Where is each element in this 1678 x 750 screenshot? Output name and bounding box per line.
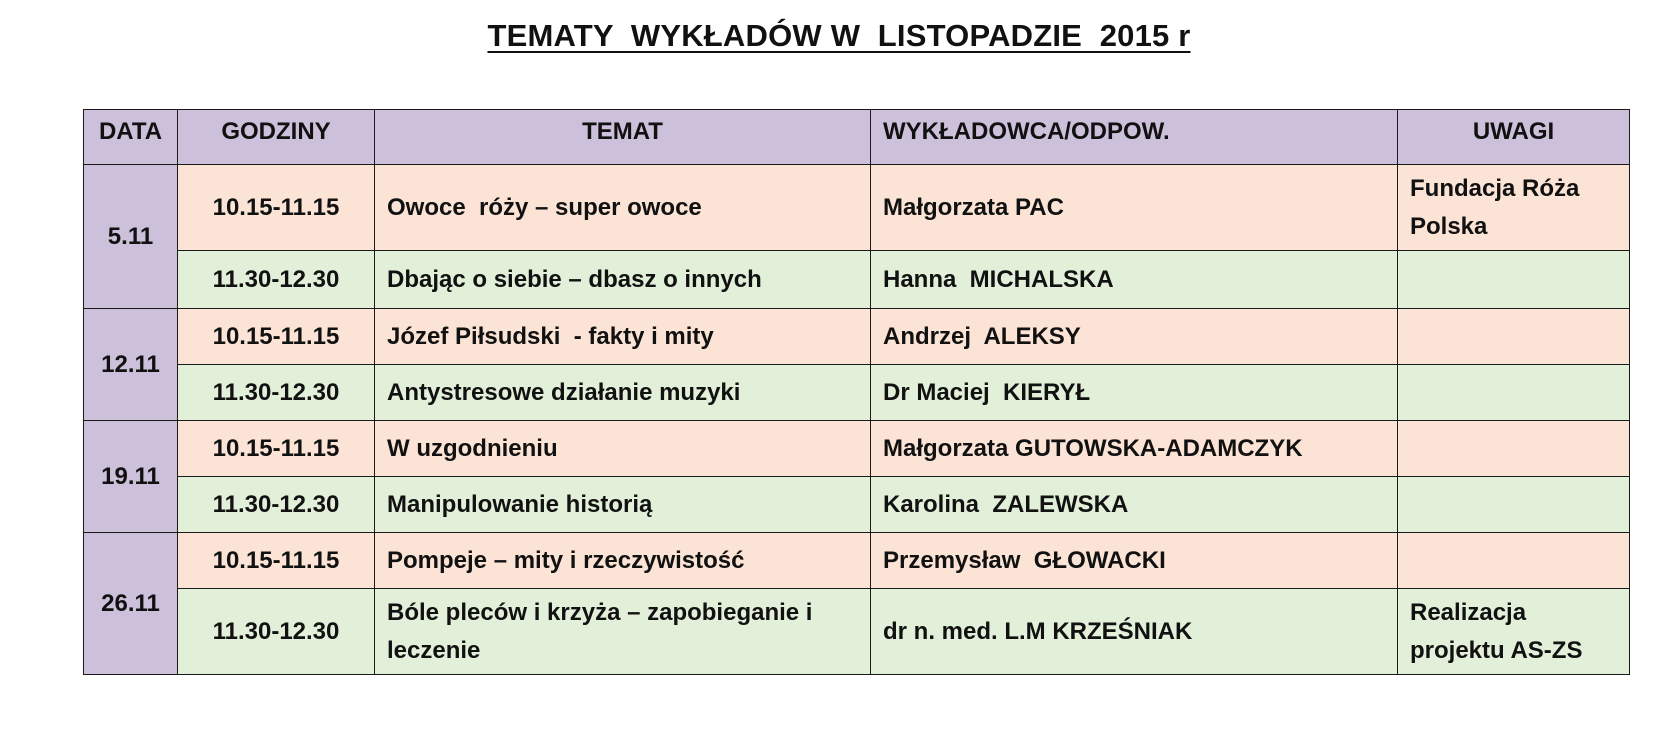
lecturer-cell: Małgorzata GUTOWSKA-ADAMCZYK [871, 421, 1398, 477]
lecture-schedule-table [83, 109, 1630, 675]
header-topic: TEMAT [375, 110, 871, 165]
table-row [84, 477, 1630, 533]
lecturer-cell: Karolina ZALEWSKA [871, 477, 1398, 533]
notes-cell [1398, 365, 1630, 421]
lecturer-cell: Andrzej ALEKSY [871, 309, 1398, 365]
topic-cell: Bóle pleców i krzyża – zapobieganie i leczenie [375, 589, 871, 675]
table-row [84, 421, 1630, 477]
table-row [84, 365, 1630, 421]
table-row [84, 589, 1630, 675]
notes-cell [1398, 309, 1630, 365]
time-cell: 11.30-12.30 [178, 477, 375, 533]
time-cell: 11.30-12.30 [178, 251, 375, 309]
topic-cell: Dbając o siebie – dbasz o innych [375, 251, 871, 309]
notes-cell [1398, 251, 1630, 309]
notes-cell [1398, 533, 1630, 589]
topic-cell: W uzgodnieniu [375, 421, 871, 477]
page-title [0, 18, 1678, 54]
table-row [84, 533, 1630, 589]
notes-cell: Realizacja projektu AS-ZS [1398, 589, 1630, 675]
topic-cell: Antystresowe działanie muzyki [375, 365, 871, 421]
time-cell: 10.15-11.15 [178, 309, 375, 365]
date-cell: 26.11 [84, 533, 178, 675]
lecturer-cell: dr n. med. L.M KRZEŚNIAK [871, 589, 1398, 675]
time-cell: 10.15-11.15 [178, 421, 375, 477]
header-time: GODZINY [178, 110, 375, 165]
table-row [84, 309, 1630, 365]
table-row [84, 165, 1630, 251]
table-row [84, 251, 1630, 309]
time-cell: 10.15-11.15 [178, 165, 375, 251]
notes-cell [1398, 477, 1630, 533]
time-cell: 10.15-11.15 [178, 533, 375, 589]
topic-cell: Owoce róży – super owoce [375, 165, 871, 251]
notes-cell [1398, 421, 1630, 477]
date-cell: 19.11 [84, 421, 178, 533]
lecturer-cell: Dr Maciej KIERYŁ [871, 365, 1398, 421]
lecturer-cell: Hanna MICHALSKA [871, 251, 1398, 309]
header-lecturer: WYKŁADOWCA/ODPOW. [871, 110, 1398, 165]
header-date: DATA [84, 110, 178, 165]
topic-cell: Manipulowanie historią [375, 477, 871, 533]
page-title-text: TEMATY WYKŁADÓW W LISTOPADZIE 2015 r [487, 18, 1191, 53]
header-notes: UWAGI [1398, 110, 1630, 165]
notes-cell: Fundacja Róża Polska [1398, 165, 1630, 251]
lecturer-cell: Przemysław GŁOWACKI [871, 533, 1398, 589]
date-cell: 5.11 [84, 165, 178, 309]
lecturer-cell: Małgorzata PAC [871, 165, 1398, 251]
topic-cell: Pompeje – mity i rzeczywistość [375, 533, 871, 589]
topic-cell: Józef Piłsudski - fakty i mity [375, 309, 871, 365]
table-header-row [84, 110, 1630, 165]
date-cell: 12.11 [84, 309, 178, 421]
time-cell: 11.30-12.30 [178, 589, 375, 675]
time-cell: 11.30-12.30 [178, 365, 375, 421]
